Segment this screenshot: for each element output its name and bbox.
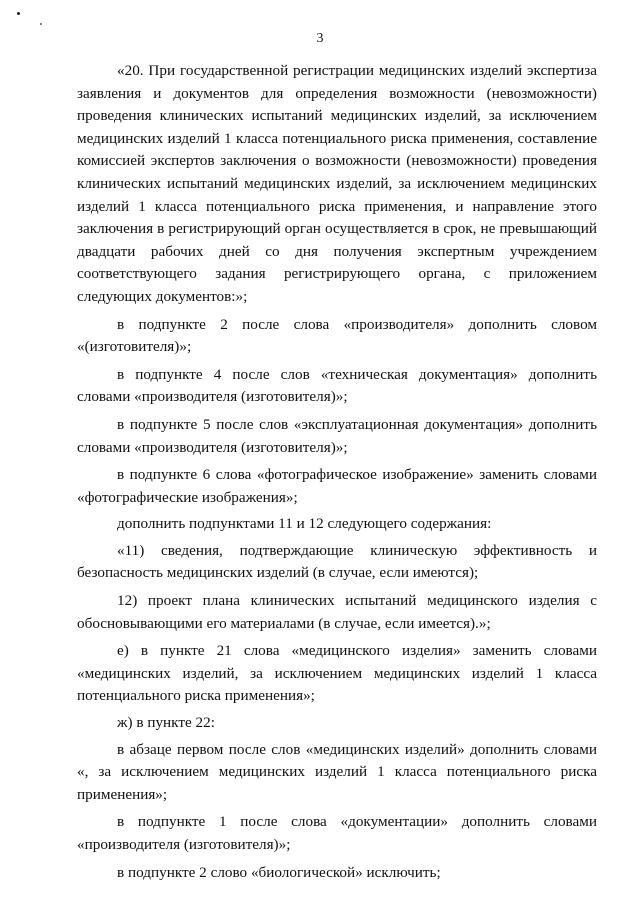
paragraph-subitem-1: в подпункте 1 после слова «документации» дополнить словами «производителя (изготовителя)»; [77, 813, 597, 853]
page-number: 3 [316, 31, 324, 46]
scan-speck-mark [17, 12, 20, 15]
paragraph-item-e: е) в пункте 21 слова «медицинского изделия» заменить словами «медицинских изделий, за исключением медицинских изделий 1 класса потенциального риска применения»; [77, 642, 597, 705]
paragraph-first-abzats: в абзаце первом после слов «медицинских изделий» дополнить словами «, за исключением медицинских изделий 1 класса потенциального риска применения»; [77, 740, 597, 803]
paragraph-subitem-12: 12) проект плана клинических испытаний медицинского изделия с обосновывающими его материалами (в случае, если имеется).»; [77, 592, 597, 632]
paragraph-subitem-6: в подпункте 6 слова «фотографическое изображение» заменить словами «фотографические изображения»; [77, 466, 597, 506]
scan-speck-mark [40, 23, 42, 25]
paragraph-subitem-5: в подпункте 5 после слов «эксплуатационная документация» дополнить словами «производителя (изготовителя)»; [77, 415, 597, 456]
paragraph-subitem-2: в подпункте 2 после слова «производителя» дополнить словом «(изготовителя)»; [77, 315, 597, 356]
paragraph-subitem-4: в подпункте 4 после слов «техническая документация» дополнить словами «производителя (изготовителя)»; [77, 365, 597, 406]
paragraph-subitem-2-biological: в подпункте 2 слово «биологической» исключить; [117, 863, 441, 881]
paragraph-add-subitems: дополнить подпунктами 11 и 12 следующего содержания: [117, 515, 492, 533]
document-body [77, 60, 597, 884]
paragraph-clause-20: «20. При государственной регистрации медицинских изделий экспертиза заявления и документов для определения возможности (невозможности) проведения клинических испытаний медицинских изделий, за исключением медицинских изделий 1 класса потенциального риска применения, составление комиссией экспертов заключения о возможности (невозможности) проведения клинических испытаний медицинских изделий, за исключением медицинских изделий 1 класса потенциального риска применения, и направление этого заключения в регистрирующий орган осуществляется в срок, не превышающий двадцати рабочих дней со дня получения экспертным учреждением соответствующего задания регистрирующего органа, с приложением следующих документов:»; [77, 62, 597, 305]
paragraph-item-zh: ж) в пункте 22: [117, 714, 215, 732]
paragraph-subitem-11: «11) сведения, подтверждающие клиническую эффективность и безопасность медицинских изделий (в случае, если имеются); [77, 541, 597, 582]
